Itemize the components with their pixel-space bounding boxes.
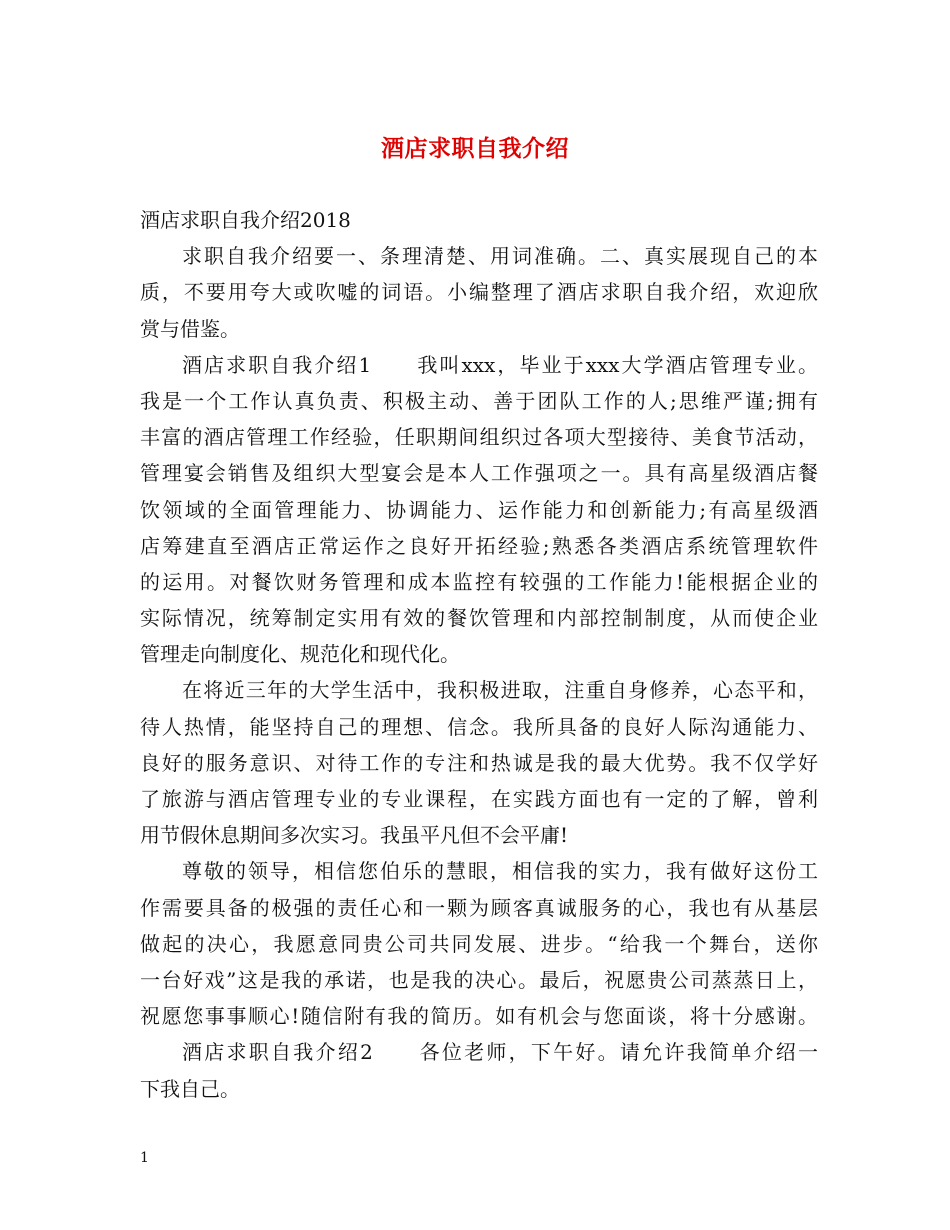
paragraph-line: 了旅游与酒店管理专业的专业课程，在实践方面也有一定的了解，曾利 bbox=[140, 787, 818, 811]
paragraph-5 bbox=[140, 1034, 818, 1106]
paragraph-line: 良好的服务意识、对待工作的专注和热诚是我的最大优势。我不仅学好 bbox=[140, 750, 818, 775]
page-number: 1 bbox=[140, 1150, 149, 1166]
paragraph-line: 在将近三年的大学生活中，我积极进取，注重自身修养，心态平和， bbox=[182, 678, 818, 703]
document-body bbox=[140, 202, 818, 1107]
paragraph-line: 质，不要用夸大或吹嘘的词语。小编整理了酒店求职自我介绍，欢迎欣 bbox=[140, 280, 818, 305]
paragraph-line: 店筹建直至酒店正常运作之良好开拓经验;熟悉各类酒店系统管理软件 bbox=[140, 533, 818, 558]
paragraph-line: 我是一个工作认真负责、积极主动、善于团队工作的人;思维严谨;拥有 bbox=[140, 388, 818, 413]
paragraph-line: 酒店求职自我介绍2 各位老师，下午好。请允许我简单介绍一 bbox=[182, 1040, 818, 1065]
document-subtitle: 酒店求职自我介绍2018 bbox=[140, 208, 351, 232]
paragraph-line: 实际情况，统筹制定实用有效的餐饮管理和内部控制制度，从而使企业 bbox=[140, 606, 818, 631]
paragraph-3 bbox=[140, 672, 818, 853]
paragraph-line: 饮领域的全面管理能力、协调能力、运作能力和创新能力;有高星级酒 bbox=[140, 497, 818, 522]
paragraph-line: 祝愿您事事顺心!随信附有我的简历。如有机会与您面谈，将十分感谢。 bbox=[140, 1004, 818, 1029]
paragraph-line: 作需要具备的极强的责任心和一颗为顾客真诚服务的心，我也有从基层 bbox=[140, 895, 818, 920]
paragraph-4 bbox=[140, 853, 818, 1034]
paragraph-2 bbox=[140, 347, 818, 673]
paragraph-1 bbox=[140, 238, 818, 347]
paragraph-line: 赏与借鉴。 bbox=[140, 316, 240, 341]
paragraph-line: 待人热情，能坚持自己的理想、信念。我所具备的良好人际沟通能力、 bbox=[140, 714, 818, 739]
paragraph-line: 做起的决心，我愿意同贵公司共同发展、进步。“给我一个舞台，送你 bbox=[140, 931, 818, 956]
paragraph-line: 管理走向制度化、规范化和现代化。 bbox=[140, 642, 460, 667]
paragraph-line: 酒店求职自我介绍1 我叫xxx，毕业于xxx大学酒店管理专业。 bbox=[182, 352, 818, 377]
paragraph-line: 丰富的酒店管理工作经验，任职期间组织过各项大型接待、美食节活动， bbox=[140, 425, 818, 450]
paragraph-line: 尊敬的领导，相信您伯乐的慧眼，相信我的实力，我有做好这份工 bbox=[182, 859, 818, 884]
document-title: 酒店求职自我介绍 bbox=[381, 135, 569, 162]
paragraph-line: 求职自我介绍要一、条理清楚、用词准确。二、真实展现自己的本 bbox=[182, 244, 818, 269]
paragraph-line: 一台好戏”这是我的承诺，也是我的决心。最后，祝愿贵公司蒸蒸日上， bbox=[140, 967, 818, 992]
paragraph-line: 下我自己。 bbox=[140, 1076, 240, 1101]
paragraph-line: 管理宴会销售及组织大型宴会是本人工作强项之一。具有高星级酒店餐 bbox=[140, 461, 818, 486]
paragraph-line: 的运用。对餐饮财务管理和成本监控有较强的工作能力!能根据企业的 bbox=[140, 569, 818, 594]
paragraph-line: 用节假休息期间多次实习。我虽平凡但不会平庸! bbox=[140, 823, 569, 848]
